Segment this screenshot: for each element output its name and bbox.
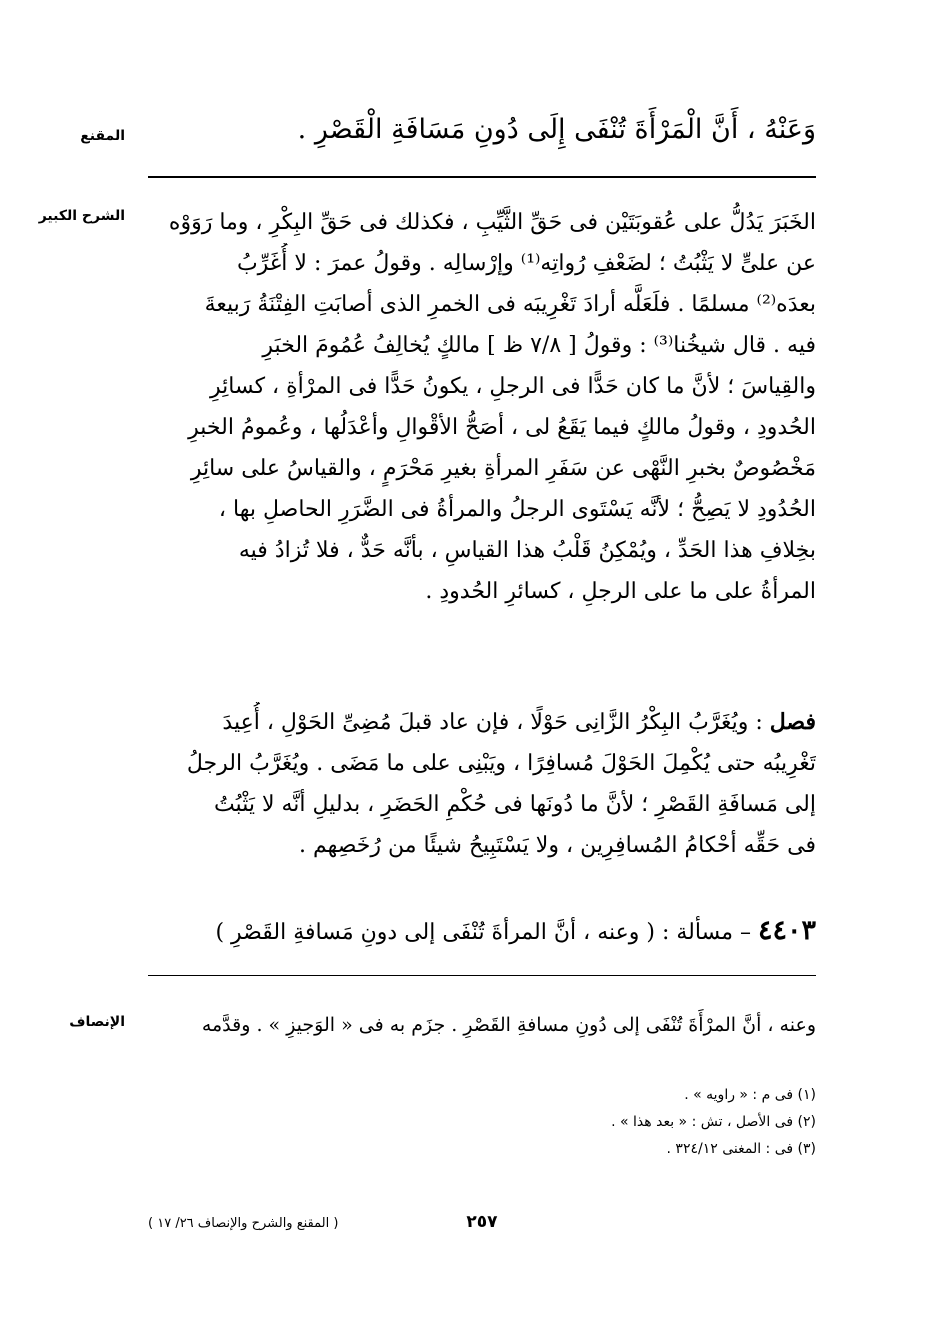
fasl-line-2: تَغْرِيبُه حتى يُكْمِلَ الحَوْلَ مُسافِرًا ، ويَبْنِى على ما مَضَى . ويُغَرَّبُ الرجلُ	[186, 751, 816, 776]
sharh-line: بعدَه⁽²⁾ مسلمًا . فلَعَلَّه أرادَ تَغْرِيبَه فى الخمرِ الذى أصابَتِ الفِتْنَةُ رَبيعةَ	[204, 292, 816, 317]
muqni-line: وَعَنْهُ ، أَنَّ الْمَرْأَةَ تُنْفَى إِلَى دُونِ مَسَافَةِ الْقَصْرِ .	[297, 114, 816, 145]
top-divider	[148, 176, 816, 178]
sharh-text	[148, 202, 816, 612]
fasl-heading: فصل	[769, 709, 816, 735]
sharh-line: الحُدُودِ لا يَصِحُّ ؛ لأنَّه يَسْتَوى الرجلُ والمرأةُ فى الضَّرَرِ الحاصلِ بها ،	[218, 497, 816, 522]
sharh-line: فيه . قال شيخُنا⁽³⁾ : وقولُ [ ٧/٨ ظ ] مالكٍ يُخالِفُ عُمُومَ الخبَرِ	[262, 333, 816, 358]
insaf-divider	[148, 975, 816, 976]
fasl-line-text: : ويُغَرَّبُ البِكْرُ الزَّانِى حَوْلًا ، فإن عاد قبلَ مُضِىِّ الحَوْلِ ، أُعِيدَ	[222, 710, 770, 735]
footnote-item: (١) فى م : « راويه » .	[684, 1087, 816, 1103]
footnote-item: (٢) فى الأصل ، تش : « بعد هذا » .	[611, 1114, 816, 1130]
series-reference: ( المقنع والشرح والإنصاف ٢٦/ ١٧ )	[148, 1216, 339, 1231]
insaf-label: الإنصاف	[69, 1014, 125, 1030]
fasl-line-1	[148, 702, 816, 743]
page-footer	[148, 1212, 816, 1242]
sharh-line: بخِلافِ هذا الحَدِّ ، ويُمْكِنُ قَلْبُ هذا القياسِ ، بأنَّه حَدٌّ ، فلا تُزادُ فيه	[238, 538, 816, 563]
fasl-line-3: إلى مَسافَةِ القَصْرِ ؛ لأنَّ ما دُونَها فى حُكْمِ الحَضَرِ ، بدليلِ أنَّه لا يَثْبُتُ	[213, 792, 816, 817]
muqni-text	[148, 110, 816, 150]
fasl-line-4: فى حَقِّه أحْكامُ المُسافِرِين ، ولا يَسْتَبِيحُ شيئًا من رُخَصِهم .	[298, 833, 816, 858]
sharh-label: الشرح الكبير	[38, 208, 125, 224]
muqni-label: المقنع	[80, 128, 125, 144]
footnotes	[148, 1082, 816, 1163]
masala-heading	[148, 910, 816, 951]
sharh-line: الخَبَرَ يَدُلُّ على عُقوبَتَيْن فى حَقِّ الثَّيِّبِ ، فكذلك فى حَقِّ البِكْرِ ، وما رَوَوْه	[168, 210, 816, 235]
insaf-text	[148, 1010, 816, 1040]
fasl-paragraph	[148, 702, 816, 866]
sharh-line: مَخْصُوصٌ بخبرِ النَّهْى عن سَفَرِ المرأةِ بغيرِ مَحْرَمٍ ، والقياسُ على سائِرِ	[190, 456, 816, 481]
masala-line	[148, 910, 816, 951]
insaf-line: وعنه ، أنَّ المرْأَةَ تُنْفَى إلى دُونِ مسافةِ القَصْرِ . جزَم به فى « الوَجيزِ » . وقدَّمه	[201, 1014, 816, 1036]
sharh-line: عن علىٍّ لا يَثْبُتُ ؛ لضَعْفِ رُواتِه⁽¹⁾ وإرْسالِه . وقولُ عمرَ : لا أُغَرِّبُ	[236, 251, 816, 276]
sharh-line: والقِياسَ ؛ لأنَّ ما كان حَدًّا فى الرجلِ ، يكونُ حَدًّا فى المرْأةِ ، كسائِرِ	[210, 374, 816, 399]
footnote-item: (٣) فى : المغنى ٣٢٤/١٢ .	[666, 1141, 816, 1157]
masala-number: ٤٤٠٣	[757, 915, 816, 946]
sharh-line: المرأةُ على ما على الرجلِ ، كسائرِ الحُدودِ .	[425, 579, 816, 604]
masala-text: – مسألة : ( وعنه ، أنَّ المرأةَ تُنْفَى إلى دونِ مَسافةِ القَصْرِ )	[215, 920, 758, 945]
page-number: ٢٥٧	[466, 1212, 498, 1232]
sharh-line: الحُدودِ ، وقولُ مالكٍ فيما يَقَعُ لى ، أصَحُّ الأقْوالِ وأعْدَلُها ، وعُمومُ الخبرِ	[188, 415, 816, 440]
